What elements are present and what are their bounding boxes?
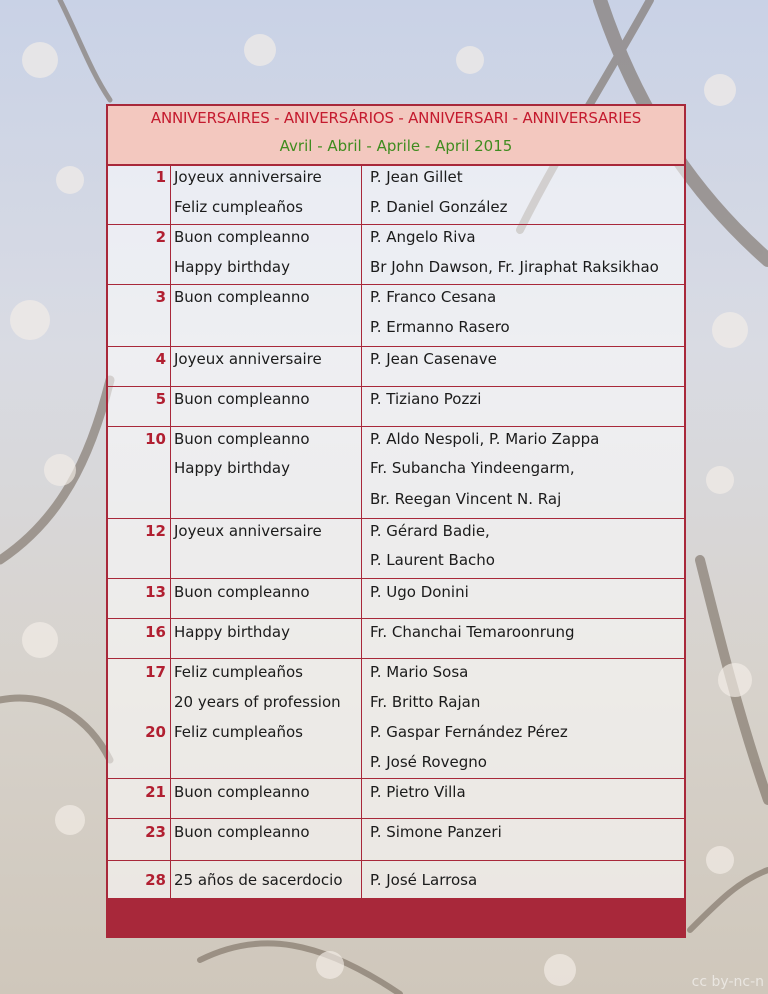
occasion: Buon compleanno — [174, 430, 310, 448]
person-name: P. Tiziano Pozzi — [370, 390, 482, 408]
occasion: Buon compleanno — [174, 288, 310, 306]
occasion: Joyeux anniversaire — [174, 522, 322, 540]
person-name: P. Jean Casenave — [370, 350, 497, 368]
day-number: 1 — [155, 168, 166, 186]
person-name: P. Gérard Badie, — [370, 522, 490, 540]
occasion: Happy birthday — [174, 459, 290, 477]
day-number: 10 — [145, 430, 166, 448]
person-name: P. Daniel González — [370, 198, 508, 216]
day-number: 5 — [155, 390, 166, 408]
person-name: P. Pietro Villa — [370, 783, 466, 801]
day-group-1 — [108, 164, 684, 225]
occasion: 25 años de sacerdocio — [174, 871, 343, 889]
person-name: P. Franco Cesana — [370, 288, 497, 306]
day-group-16 — [108, 618, 684, 659]
person-name: P. Aldo Nespoli, P. Mario Zappa — [370, 430, 600, 448]
day-number: 4 — [155, 350, 166, 368]
day-group-13 — [108, 578, 684, 619]
person-name: P. Gaspar Fernández Pérez — [370, 723, 568, 741]
day-group-12 — [108, 518, 684, 579]
occasion: Feliz cumpleaños — [174, 198, 303, 216]
table-subtitle: Avril - Abril - Aprile - April 2015 — [279, 137, 513, 155]
person-name: Fr. Chanchai Temaroonrung — [370, 623, 575, 641]
occasion: Buon compleanno — [174, 783, 310, 801]
day-group-23 — [108, 818, 684, 861]
day-number: 28 — [145, 871, 166, 889]
person-name: P. José Rovegno — [370, 753, 487, 771]
person-name: P. Mario Sosa — [370, 663, 469, 681]
person-name: P. Simone Panzeri — [370, 823, 502, 841]
day-group-28 — [108, 860, 684, 903]
anniversaries-table — [106, 104, 686, 938]
occasion: Buon compleanno — [174, 583, 310, 601]
person-name: Br. Reegan Vincent N. Raj — [370, 490, 562, 508]
person-name: Br John Dawson, Fr. Jiraphat Raksikhao — [370, 258, 659, 276]
person-name: Fr. Britto Rajan — [370, 693, 481, 711]
day-number: 16 — [145, 623, 166, 641]
day-group-3 — [108, 284, 684, 347]
person-name: P. José Larrosa — [370, 871, 478, 889]
occasion: 20 years of profession — [174, 693, 341, 711]
table-footer-band — [108, 898, 684, 936]
occasion: Feliz cumpleaños — [174, 723, 303, 741]
day-number: 13 — [145, 583, 166, 601]
day-group-2 — [108, 224, 684, 285]
occasion: Joyeux anniversaire — [174, 168, 322, 186]
table-title: ANNIVERSAIRES - ANIVERSÁRIOS - ANNIVERSARI - ANNIVERSARIES — [150, 109, 642, 127]
person-name: P. Jean Gillet — [370, 168, 463, 186]
day-group-10 — [108, 426, 684, 519]
table-header — [108, 106, 684, 166]
day-number: 17 — [145, 663, 166, 681]
day-group-17 — [108, 658, 684, 718]
day-number: 23 — [145, 823, 166, 841]
occasion: Joyeux anniversaire — [174, 350, 322, 368]
day-number: 2 — [155, 228, 166, 246]
person-name: P. Ermanno Rasero — [370, 318, 510, 336]
occasion: Buon compleanno — [174, 390, 310, 408]
day-group-21 — [108, 778, 684, 819]
occasion: Feliz cumpleaños — [174, 663, 303, 681]
day-number: 20 — [145, 723, 166, 741]
day-group-4 — [108, 346, 684, 387]
day-number: 12 — [145, 522, 166, 540]
person-name: Fr. Subancha Yindeengarm, — [370, 459, 575, 477]
occasion: Buon compleanno — [174, 823, 310, 841]
day-number: 21 — [145, 783, 166, 801]
day-group-20 — [108, 718, 684, 779]
person-name: P. Laurent Bacho — [370, 551, 495, 569]
person-name: P. Angelo Riva — [370, 228, 476, 246]
person-name: P. Ugo Donini — [370, 583, 469, 601]
license-watermark: cc by-nc-n — [691, 974, 764, 990]
occasion: Buon compleanno — [174, 228, 310, 246]
occasion: Happy birthday — [174, 623, 290, 641]
day-number: 3 — [155, 288, 166, 306]
occasion: Happy birthday — [174, 258, 290, 276]
day-group-5 — [108, 386, 684, 427]
